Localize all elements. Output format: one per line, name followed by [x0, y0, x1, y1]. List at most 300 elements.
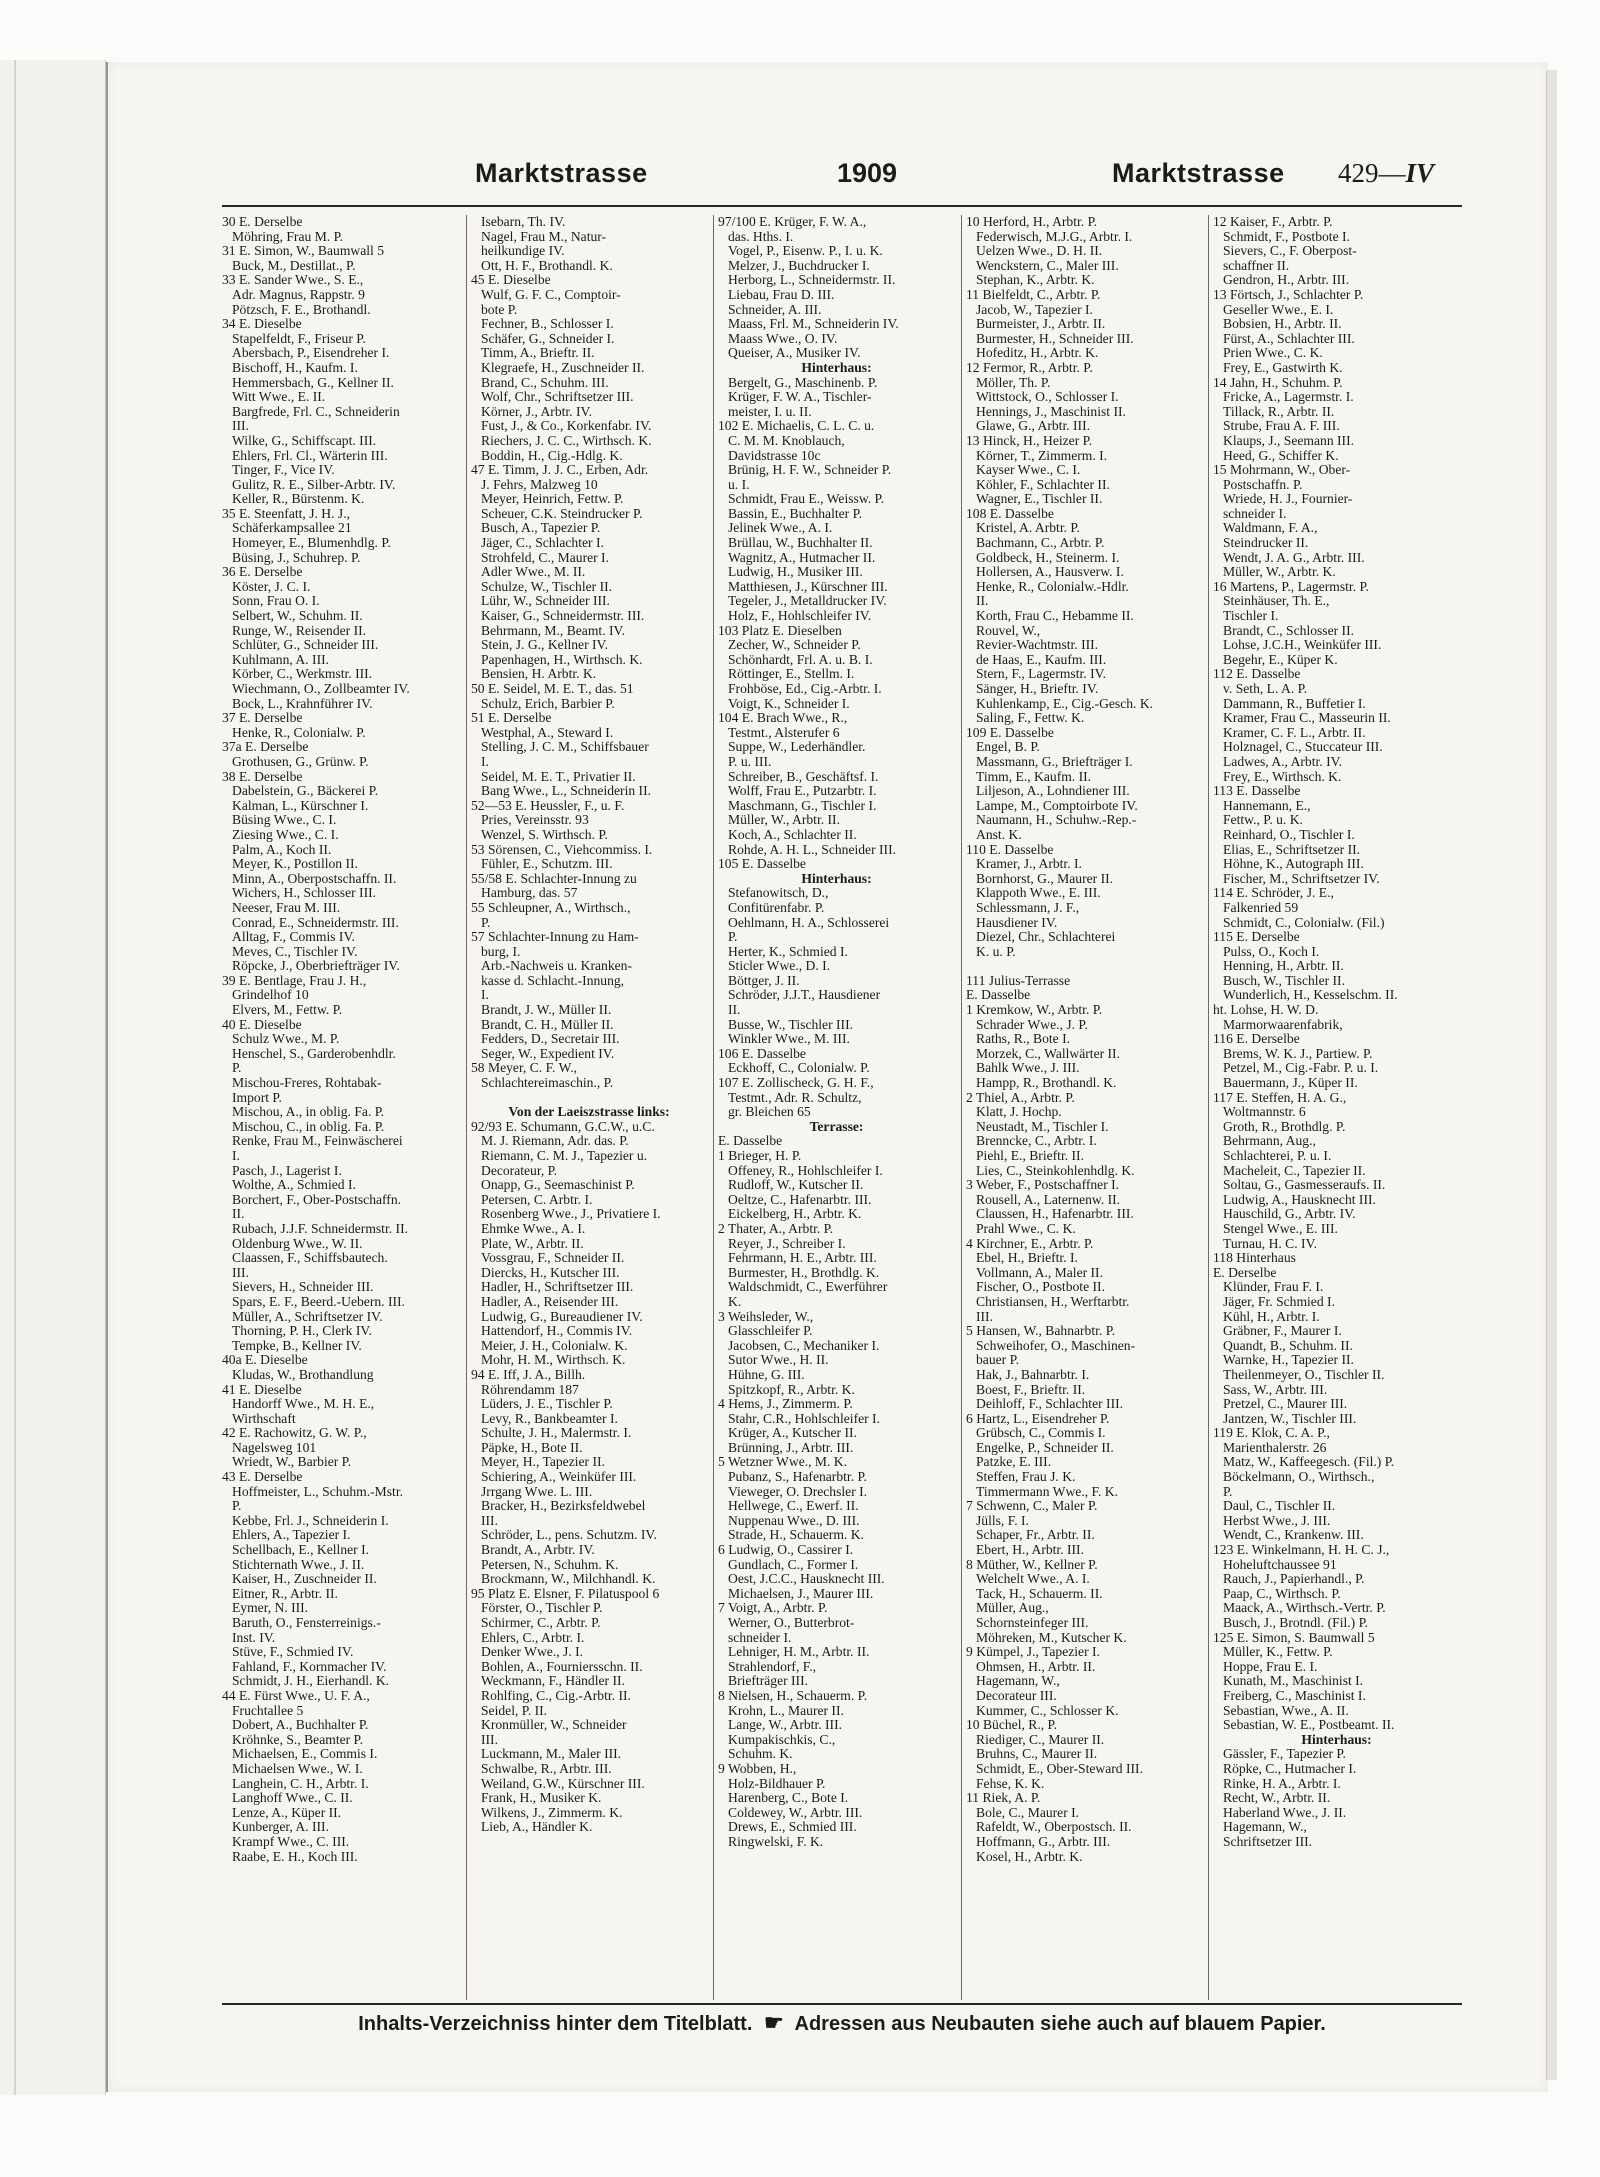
directory-entry: meister, I. u. II. — [728, 404, 812, 419]
directory-entry: Seidel, P. II. — [481, 1703, 548, 1718]
directory-entry: Ziesing Wwe., C. I. — [232, 827, 339, 842]
directory-entry: Raths, R., Bote I. — [976, 1032, 1071, 1047]
directory-entry: Drews, E., Schmied III. — [728, 1820, 857, 1835]
directory-entry: Fehse, K. K. — [976, 1776, 1045, 1791]
directory-entry: Lohse, J.C.H., Weinküfer III. — [1223, 638, 1382, 653]
directory-entry: Diercks, H., Kutscher III. — [481, 1265, 620, 1280]
directory-entry: 58 Meyer, C. F. W., — [471, 1061, 577, 1076]
directory-entry: Fedders, D., Secretair III. — [481, 1032, 620, 1047]
directory-entry: Gässler, F., Tapezier P. — [1223, 1747, 1346, 1762]
directory-entry: Wenckstern, C., Maler III. — [976, 258, 1119, 273]
directory-entry: Schmidt, E., Ober-Steward III. — [976, 1761, 1143, 1776]
directory-entry: Nagelsweg 101 — [232, 1440, 317, 1455]
directory-entry: 5 Wetzner Wwe., M. K. — [718, 1455, 848, 1470]
directory-entry: Kaiser, H., Zuschneider II. — [232, 1572, 377, 1587]
page-header — [220, 158, 1460, 198]
directory-entry: Gräbner, F., Maurer I. — [1223, 1324, 1342, 1339]
directory-entry: Wiechmann, O., Zollbeamter IV. — [232, 682, 410, 696]
directory-entry: Schriftsetzer III. — [1223, 1834, 1313, 1849]
directory-entry: Nuppenau Wwe., D. III. — [728, 1513, 860, 1528]
directory-entry: Selbert, W., Schuhm. II. — [232, 609, 363, 624]
directory-entry: Maass, Frl. M., Schneiderin IV. — [728, 317, 899, 332]
directory-entry: 10 Herford, H., Arbtr. P. — [966, 215, 1098, 229]
directory-entry: E. Dasselbe — [966, 988, 1031, 1003]
directory-entry: E. Dasselbe — [718, 1134, 783, 1149]
directory-entry: Voigt, K., Schneider I. — [728, 696, 850, 711]
directory-entry: Rohlfing, C., Cig.-Arbtr. II. — [481, 1688, 631, 1703]
directory-entry: Begehr, E., Küper K. — [1223, 652, 1338, 667]
directory-entry: Kuhlenkamp, E., Cig.-Gesch. K. — [976, 696, 1154, 711]
directory-entry: bauer P. — [976, 1353, 1020, 1368]
directory-entry: Langhoff Wwe., C. II. — [232, 1791, 353, 1806]
directory-entry: Henke, R., Colonialw.-Hdlr. — [976, 579, 1129, 594]
directory-entry: Alltag, F., Commis IV. — [232, 930, 355, 945]
directory-entry: Ebert, H., Arbtr. III. — [976, 1543, 1084, 1558]
directory-entry: Fechner, B., Schlosser I. — [481, 317, 614, 332]
directory-entry: Hellwege, C., Ewerf. II. — [728, 1499, 859, 1514]
directory-entry: Groth, R., Brothdlg. P. — [1223, 1119, 1346, 1134]
directory-entry: Dobert, A., Buchhalter P. — [232, 1718, 369, 1733]
directory-entry: Wilke, G., Schiffscapt. III. — [232, 433, 377, 448]
directory-entry: Christiansen, H., Werftarbtr. — [976, 1294, 1130, 1309]
directory-entry: Ehlers, C., Arbtr. I. — [481, 1630, 585, 1645]
directory-entry — [471, 1091, 707, 1106]
directory-entry: Glasschleifer P. — [728, 1324, 813, 1339]
directory-entry: heilkundige IV. — [481, 244, 565, 259]
directory-entry: P. — [728, 930, 738, 945]
directory-entry: ht. Lohse, H. W. D. — [1213, 1003, 1319, 1018]
directory-entry: Böttger, J. II. — [728, 973, 800, 988]
directory-entry: Klaups, J., Seemann III. — [1223, 433, 1354, 448]
directory-entry: 119 E. Klok, C. A. P., — [1213, 1426, 1330, 1441]
directory-entry: III. — [481, 1513, 498, 1528]
directory-entry: III. — [232, 419, 249, 434]
directory-entry: Neustadt, M., Tischler I. — [976, 1119, 1109, 1134]
directory-entry: Meyer, Heinrich, Fettw. P. — [481, 492, 624, 507]
directory-entry: 30 E. Derselbe — [222, 215, 303, 229]
directory-entry: Wichers, H., Schlosser III. — [232, 886, 377, 901]
directory-entry: 40a E. Dieselbe — [222, 1353, 308, 1368]
directory-entry: Jäger, C., Schlachter I. — [481, 536, 604, 551]
directory-entry: 116 E. Derselbe — [1213, 1032, 1300, 1047]
directory-entry: Böckelmann, O., Wirthsch., — [1223, 1470, 1375, 1485]
directory-entry: Klegraefe, H., Zuschneider II. — [481, 360, 645, 375]
directory-entry: 36 E. Derselbe — [222, 565, 303, 580]
directory-entry: Postschaffn. P. — [1223, 477, 1303, 492]
directory-entry: Sticler Wwe., D. I. — [728, 959, 831, 974]
directory-entry: Schuhm. K. — [728, 1747, 793, 1762]
directory-entry: Schiering, A., Weinküfer III. — [481, 1470, 637, 1485]
directory-entry: 51 E. Derselbe — [471, 711, 552, 726]
directory-entry: Schlachtereimaschin., P. — [481, 1076, 614, 1091]
directory-entry: Hennings, J., Maschinist II. — [976, 404, 1126, 419]
directory-entry: Lies, C., Steinkohlenhdlg. K. — [976, 1163, 1135, 1178]
directory-entry: Meyer, K., Postillon II. — [232, 857, 358, 872]
directory-entry: 8 Müther, W., Kellner P. — [966, 1557, 1098, 1572]
directory-entry: Bang Wwe., L., Schneiderin II. — [481, 784, 652, 799]
directory-entry: Kramer, J., Arbtr. I. — [976, 857, 1082, 872]
directory-entry: Ladwes, A., Arbtr. IV. — [1223, 754, 1343, 769]
directory-entry: 108 E. Dasselbe — [966, 506, 1054, 521]
directory-entry: Pretzel, C., Maurer III. — [1223, 1397, 1348, 1412]
directory-entry: Oest, J.C.C., Hausknecht III. — [728, 1572, 885, 1587]
directory-entry: Hinterhaus: — [801, 360, 872, 375]
directory-entry: Hollersen, A., Hausverw. I. — [976, 565, 1124, 580]
directory-entry: Abersbach, P., Eisendreher I. — [232, 346, 390, 361]
directory-entry: gr. Bleichen 65 — [728, 1105, 811, 1120]
directory-entry: Jantzen, W., Tischler III. — [1223, 1411, 1357, 1426]
directory-entry: Schornsteinfeger III. — [976, 1616, 1089, 1630]
directory-entry: Hannemann, E., — [1223, 798, 1311, 813]
directory-entry: Stefanowitsch, D., — [728, 886, 829, 901]
directory-entry: Petzel, M., Cig.-Fabr. P. u. I. — [1223, 1061, 1379, 1076]
directory-entry: Oehlmann, H. A., Schlosserei — [728, 915, 890, 930]
directory-entry: Gundlach, C., Former I. — [728, 1557, 859, 1572]
directory-entry: v. Seth, L. A. P. — [1223, 682, 1308, 696]
directory-entry: Eymer, N. III. — [232, 1601, 309, 1616]
directory-entry: Lehniger, H. M., Arbtr. II. — [728, 1645, 870, 1660]
directory-entry: 10 Büchel, R., P. — [966, 1718, 1058, 1733]
directory-entry: Bergelt, G., Maschinenb. P. — [728, 375, 878, 390]
directory-entry: Brünning, J., Arbtr. III. — [728, 1440, 854, 1455]
directory-entry: Fust, J., & Co., Korkenfabr. IV. — [481, 419, 652, 434]
directory-entry: Boest, F., Brieftr. II. — [976, 1382, 1086, 1397]
directory-entry: 11 Riek, A. P. — [966, 1791, 1041, 1806]
directory-entry: Bracker, H., Bezirksfeldwebel — [481, 1499, 646, 1514]
directory-entry: Lenze, A., Küper II. — [232, 1805, 342, 1820]
directory-entry: Reyer, J., Schreiber I. — [728, 1236, 846, 1251]
directory-entry: Adr. Magnus, Rappstr. 9 — [232, 287, 365, 302]
directory-entry: E. Derselbe — [1213, 1265, 1277, 1280]
directory-entry: Soltau, G., Gasmesseraufs. II. — [1223, 1178, 1386, 1193]
directory-entry: 9 Wobben, H., — [718, 1761, 797, 1776]
directory-entry: 111 Julius-Terrasse — [966, 973, 1071, 988]
directory-entry: Grindelhof 10 — [232, 988, 309, 1003]
directory-entry: Rosenberg Wwe., J., Privatiere I. — [481, 1207, 661, 1222]
directory-entry: 118 Hinterhaus — [1213, 1251, 1296, 1266]
directory-entry: Wenzel, S. Wirthsch. P. — [481, 827, 608, 842]
directory-entry: Meves, C., Tischler IV. — [232, 944, 358, 959]
column-divider-3 — [961, 215, 962, 2000]
directory-entry: Dammann, R., Buffetier I. — [1223, 696, 1366, 711]
directory-entry: Neeser, Frau M. III. — [232, 900, 341, 915]
directory-entry: 106 E. Dasselbe — [718, 1046, 806, 1061]
directory-entry: Testmt., Alsterufer 6 — [728, 725, 840, 740]
directory-entry: 52—53 E. Heussler, F., u. F. — [471, 798, 625, 813]
directory-entry: Lühr, W., Schneider III. — [481, 594, 610, 609]
directory-entry: Vogel, P., Eisenw. P., I. u. K. — [728, 244, 883, 259]
directory-entry: Onapp, G., Seemaschinist P. — [481, 1178, 635, 1193]
directory-entry: Frohböse, Ed., Cig.-Arbtr. I. — [728, 682, 882, 696]
directory-entry: 53 Sörensen, C., Viehcommiss. I. — [471, 842, 653, 857]
directory-entry: Grothusen, G., Grünw. P. — [232, 754, 369, 769]
directory-entry: Bruhns, C., Maurer II. — [976, 1747, 1098, 1762]
directory-entry: 16 Martens, P., Lagermstr. P. — [1213, 579, 1369, 594]
directory-entry: Fruchtallee 5 — [232, 1703, 304, 1718]
directory-entry: 12 Kaiser, F., Arbtr. P. — [1213, 215, 1333, 229]
directory-entry: Timmermann Wwe., F. K. — [976, 1484, 1119, 1499]
directory-entry: Müller, W., Arbtr. K. — [1223, 565, 1336, 580]
directory-entry: 39 E. Bentlage, Frau J. H., — [222, 973, 367, 988]
directory-entry: Krampf Wwe., C. III. — [232, 1834, 350, 1849]
directory-entry: P. u. III. — [728, 754, 772, 769]
directory-entry: Glawe, G., Arbtr. III. — [976, 419, 1091, 434]
directory-entry: 109 E. Dasselbe — [966, 725, 1054, 740]
directory-entry: Tempke, B., Kellner IV. — [232, 1338, 362, 1353]
directory-entry: Müller, A., Schriftsetzer IV. — [232, 1309, 383, 1324]
directory-entry: Timm, A., Brieftr. II. — [481, 346, 595, 361]
directory-entry: Fischer, O., Postbote II. — [976, 1280, 1105, 1295]
directory-entry: Uelzen Wwe., D. H. II. — [976, 244, 1103, 259]
directory-entry: 57 Schlachter-Innung zu Ham- — [471, 930, 639, 945]
directory-entry: Stahr, C.R., Hohlschleifer I. — [728, 1411, 880, 1426]
directory-entry: Matz, W., Kaffeegesch. (Fil.) P. — [1223, 1455, 1395, 1470]
directory-entry: Stapelfeldt, F., Friseur P. — [232, 331, 366, 346]
directory-entry: Schönhardt, Frl. A. u. B. I. — [728, 652, 873, 667]
directory-entry: Quandt, B., Schuhm. II. — [1223, 1338, 1353, 1353]
directory-entry: Steffen, Frau J. K. — [976, 1470, 1076, 1485]
directory-entry: Saling, F., Fettw. K. — [976, 711, 1085, 726]
directory-entry: 105 E. Dasselbe — [718, 857, 806, 872]
directory-entry: Wriede, H. J., Fournier- — [1223, 492, 1353, 507]
directory-entry: Fettw., P. u. K. — [1223, 813, 1303, 828]
directory-entry: Bole, C., Maurer I. — [976, 1805, 1080, 1820]
directory-entry: kasse d. Schlacht.-Innung, — [481, 973, 625, 988]
directory-entry: M. J. Riemann, Adr. das. P. — [481, 1134, 629, 1149]
directory-entry: Lüders, J. E., Tischler P. — [481, 1397, 613, 1412]
directory-entry: Zecher, W., Schneider P. — [728, 638, 861, 653]
directory-entry: Import P. — [232, 1090, 282, 1105]
directory-entry: Ebel, H., Brieftr. I. — [976, 1251, 1078, 1266]
directory-entry: Ludwig, G., Bureaudiener IV. — [481, 1309, 643, 1324]
directory-entry: 113 E. Dasselbe — [1213, 784, 1301, 799]
directory-entry: Stüve, F., Schmied IV. — [232, 1645, 354, 1660]
directory-entry: Kuhlmann, A. III. — [232, 652, 330, 667]
directory-entry: Michaelsen, E., Commis I. — [232, 1747, 378, 1762]
directory-entry: Burmester, H., Schneider III. — [976, 331, 1134, 346]
directory-entry: Werner, O., Butterbrot- — [728, 1616, 855, 1630]
directory-entry: 102 E. Michaelis, C. L. C. u. — [718, 419, 875, 434]
directory-entry: Rinke, H. A., Arbtr. I. — [1223, 1776, 1341, 1791]
directory-entry: Naumann, H., Schuhw.-Rep.- — [976, 813, 1137, 828]
directory-entry: Claassen, F., Schiffsbautech. — [232, 1251, 388, 1266]
directory-entry: 1 Kremkow, W., Arbtr. P. — [966, 1003, 1103, 1018]
directory-entry: Sass, W., Arbtr. III. — [1223, 1382, 1328, 1397]
directory-entry: 9 Kümpel, J., Tapezier I. — [966, 1645, 1100, 1660]
directory-entry: Riechers, J. C. C., Wirthsch. K. — [481, 433, 652, 448]
directory-entry: Papenhagen, H., Wirthsch. K. — [481, 652, 643, 667]
directory-entry: Wilkens, J., Zimmerm. K. — [481, 1805, 623, 1820]
directory-entry: Röhrendamm 187 — [481, 1382, 579, 1397]
directory-entry: Claussen, H., Hafenarbtr. III. — [976, 1207, 1134, 1222]
directory-entry: 44 E. Fürst Wwe., U. F. A., — [222, 1688, 370, 1703]
directory-entry: Päpke, H., Bote II. — [481, 1440, 583, 1455]
directory-entry: Brandt, C. H., Müller II. — [481, 1017, 614, 1032]
directory-entry: Bensien, H. Arbtr. K. — [481, 667, 597, 682]
directory-entry: Von der Laeiszstrasse links: — [508, 1105, 670, 1120]
directory-entry: Wittstock, O., Schlosser I. — [976, 390, 1119, 405]
page-footer — [222, 2010, 1462, 2040]
directory-entry: Westphal, A., Steward I. — [481, 725, 614, 740]
directory-entry: Kaiser, G., Schneidermstr. III. — [481, 609, 645, 624]
directory-entry: 1 Brieger, H. P. — [718, 1149, 802, 1163]
directory-entry: Liebau, Frau D. III. — [728, 287, 835, 302]
directory-entry: Wagner, E., Tischler II. — [976, 492, 1103, 507]
directory-entry: Fehrmann, H. E., Arbtr. III. — [728, 1251, 877, 1266]
directory-entry: Suppe, W., Lederhändler. — [728, 740, 866, 755]
directory-entry: Prahl Wwe., C. K. — [976, 1221, 1076, 1236]
directory-entry: Sievers, C., F. Oberpost- — [1223, 244, 1357, 259]
directory-entry: Paap, C., Wirthsch. P. — [1223, 1586, 1341, 1601]
directory-entry: 31 E. Simon, W., Baumwall 5 — [222, 244, 384, 259]
directory-entry: 11 Bielfeldt, C., Arbtr. P. — [966, 287, 1101, 302]
directory-entry: Fricke, A., Lagermstr. I. — [1223, 390, 1354, 405]
directory-entry: Goldbeck, H., Steinerm. I. — [976, 550, 1120, 565]
directory-entry: Coldewey, W., Arbtr. III. — [728, 1805, 863, 1820]
directory-entry: burg, I. — [481, 944, 521, 959]
directory-entry: Pötzsch, F. E., Brothandl. — [232, 302, 371, 317]
directory-entry: Fahland, F., Kornmacher IV. — [232, 1659, 387, 1674]
directory-entry: Federwisch, M.J.G., Arbtr. I. — [976, 229, 1133, 244]
directory-entry: 13 Hinck, H., Heizer P. — [966, 433, 1093, 448]
directory-entry: Hadler, H., Schriftsetzer III. — [481, 1280, 634, 1295]
directory-entry: Elvers, M., Fettw. P. — [232, 1003, 343, 1018]
directory-entry: Gendron, H., Arbtr. III. — [1223, 273, 1350, 288]
directory-entry: Klatt, J. Hochp. — [976, 1105, 1062, 1120]
directory-entry: I. — [481, 988, 489, 1003]
directory-entry: Tinger, F., Vice IV. — [232, 463, 335, 478]
directory-entry: Piehl, E., Brieftr. II. — [976, 1149, 1084, 1163]
directory-entry: Frey, E., Wirthsch. K. — [1223, 769, 1342, 784]
directory-entry: 40 E. Dieselbe — [222, 1017, 302, 1032]
directory-entry: Fürst, A., Schlachter III. — [1223, 331, 1355, 346]
directory-entry: Baruth, O., Fensterreinigs.- — [232, 1616, 381, 1630]
directory-entry: Schmidt, J. H., Eierhandl. K. — [232, 1674, 390, 1689]
directory-entry: Handorff Wwe., M. H. E., — [232, 1397, 375, 1412]
directory-entry: Hoppe, Frau E. I. — [1223, 1659, 1318, 1674]
directory-entry: Klünder, Frau F. I. — [1223, 1280, 1324, 1295]
directory-entry: Tack, H., Schauerm. II. — [976, 1586, 1103, 1601]
directory-entry: 50 E. Seidel, M. E. T., das. 51 — [471, 682, 634, 696]
directory-entry: Luckmann, M., Maler III. — [481, 1747, 622, 1762]
column-2 — [471, 215, 707, 2000]
directory-entry: 95 Platz E. Elsner, F. Pilatuspool 6 — [471, 1586, 660, 1601]
directory-entry: Rousell, A., Laternenw. II. — [976, 1192, 1121, 1207]
directory-entry: 37a E. Derselbe — [222, 740, 309, 755]
directory-entry: 55 Schleupner, A., Wirthsch., — [471, 900, 631, 915]
directory-entry: Waldmann, F. A., — [1223, 521, 1318, 536]
directory-entry: Engelke, P., Schneider II. — [976, 1440, 1114, 1455]
directory-entry: Kebbe, Frl. J., Schneiderin I. — [232, 1513, 389, 1528]
directory-entry: Bornhorst, G., Maurer II. — [976, 871, 1114, 886]
directory-entry: Homeyer, E., Blumenhdlg. P. — [232, 536, 391, 551]
directory-entry: Koch, A., Schlachter II. — [728, 827, 857, 842]
directory-entry: Hinterhaus: — [801, 871, 872, 886]
directory-entry: Freiberg, C., Maschinist I. — [1223, 1688, 1366, 1703]
directory-entry: Falkenried 59 — [1223, 900, 1299, 915]
directory-entry: Frank, H., Musiker K. — [481, 1791, 602, 1806]
directory-entry: 107 E. Zollischeck, G. H. F., — [718, 1076, 874, 1091]
directory-entry: Kalman, L., Kürschner I. — [232, 798, 369, 813]
directory-entry: K. u. P. — [976, 944, 1016, 959]
directory-entry: Anst. K. — [976, 827, 1022, 842]
directory-entry: II. — [728, 1003, 741, 1018]
directory-entry: Bauermann, J., Küper II. — [1223, 1076, 1358, 1091]
directory-entry: Busch, W., Tischler II. — [1223, 973, 1345, 988]
directory-entry: Michaelsen, J., Maurer III. — [728, 1586, 874, 1601]
directory-entry: Wirthschaft — [232, 1411, 296, 1426]
directory-entry: Hadler, A., Reisender III. — [481, 1294, 619, 1309]
directory-entry: Spars, E. F., Beerd.-Uebern. III. — [232, 1294, 405, 1309]
directory-entry: Fühler, E., Schutzm. III. — [481, 857, 613, 872]
directory-entry: Stern, F., Lagermstr. IV. — [976, 667, 1107, 682]
directory-entry: Bahlk Wwe., J. III. — [976, 1061, 1080, 1076]
directory-entry: Adler Wwe., M. II. — [481, 565, 586, 580]
directory-entry: Kronmüller, W., Schneider — [481, 1718, 627, 1733]
directory-entry: Maschmann, G., Tischler I. — [728, 798, 877, 813]
page-right-edge — [1546, 70, 1557, 2080]
directory-entry: Müller, Aug., — [976, 1601, 1049, 1616]
directory-entry: Ringwelski, F. K. — [728, 1834, 824, 1849]
directory-entry: Wagnitz, A., Hutmacher II. — [728, 550, 876, 565]
directory-entry: Bachmann, C., Arbtr. P. — [976, 536, 1105, 551]
directory-entry: Raabe, E. H., Koch III. — [232, 1849, 358, 1864]
directory-entry: 115 E. Derselbe — [1213, 930, 1300, 945]
directory-entry: Sonn, Frau O. I. — [232, 594, 320, 609]
directory-entry: Engel, B. P. — [976, 740, 1040, 755]
directory-entry: Henschel, S., Garderobenhdlr. — [232, 1046, 396, 1061]
directory-entry: Decorateur, P. — [481, 1163, 558, 1178]
directory-entry: Rouvel, W., — [976, 623, 1041, 638]
directory-entry: Korth, Frau C., Hebamme II. — [976, 609, 1134, 624]
directory-entry: Müller, K., Fettw. P. — [1223, 1645, 1333, 1660]
directory-entry: Macheleit, C., Tapezier II. — [1223, 1163, 1366, 1178]
directory-entry: Langhein, C. H., Arbtr. I. — [232, 1776, 369, 1791]
directory-entry: P. — [1223, 1484, 1233, 1499]
directory-entry: 5 Hansen, W., Bahnarbtr. P. — [966, 1324, 1116, 1339]
directory-entry: C. M. M. Knoblauch, — [728, 433, 845, 448]
directory-entry: schaffner II. — [1223, 258, 1290, 273]
directory-entry: Köhler, F., Schlachter II. — [976, 477, 1110, 492]
directory-entry: 2 Thiel, A., Arbtr. P. — [966, 1090, 1075, 1105]
directory-entry: Stein, J. G., Kellner IV. — [481, 638, 608, 653]
directory-entry: Schulz Wwe., M. P. — [232, 1032, 340, 1047]
directory-entry: 35 E. Steenfatt, J. H. J., — [222, 506, 350, 521]
directory-entry: Hoffmann, G., Arbtr. III. — [976, 1834, 1111, 1849]
directory-entry: Wolthe, A., Schmied I. — [232, 1178, 356, 1193]
directory-entry: Minn, A., Oberpostschaffn. II. — [232, 871, 397, 886]
directory-entry: Mischou-Freres, Rohtabak- — [232, 1076, 382, 1091]
directory-entry: Möller, Th. P. — [976, 375, 1051, 390]
directory-entry: Ohmsen, H., Arbtr. II. — [976, 1659, 1096, 1674]
directory-entry: Kunath, M., Maschinist I. — [1223, 1674, 1364, 1689]
directory-entry: Schmidt, Frau E., Weissw. P. — [728, 492, 884, 507]
directory-entry: Hinterhaus: — [1301, 1732, 1372, 1747]
directory-entry: Kühl, H., Arbtr. I. — [1223, 1309, 1320, 1324]
directory-entry: Schweihofer, O., Maschinen- — [976, 1338, 1136, 1353]
column-divider-1 — [466, 215, 467, 2000]
directory-entry: Hausdiener IV. — [976, 915, 1058, 930]
directory-entry: 37 E. Derselbe — [222, 711, 303, 726]
directory-entry: 43 E. Derselbe — [222, 1470, 303, 1485]
directory-entry: Rafeldt, W., Oberpostsch. II. — [976, 1820, 1132, 1835]
directory-entry: Holz, F., Hohlschleifer IV. — [728, 609, 872, 624]
directory-entry: Rudloff, W., Kutscher II. — [728, 1178, 864, 1193]
previous-page-edge — [14, 60, 16, 2095]
directory-entry: Kristel, A. Arbtr. P. — [976, 521, 1080, 536]
directory-entry: Gulitz, R. E., Silber-Arbtr. IV. — [232, 477, 396, 492]
directory-entry: Runge, W., Reisender II. — [232, 623, 367, 638]
